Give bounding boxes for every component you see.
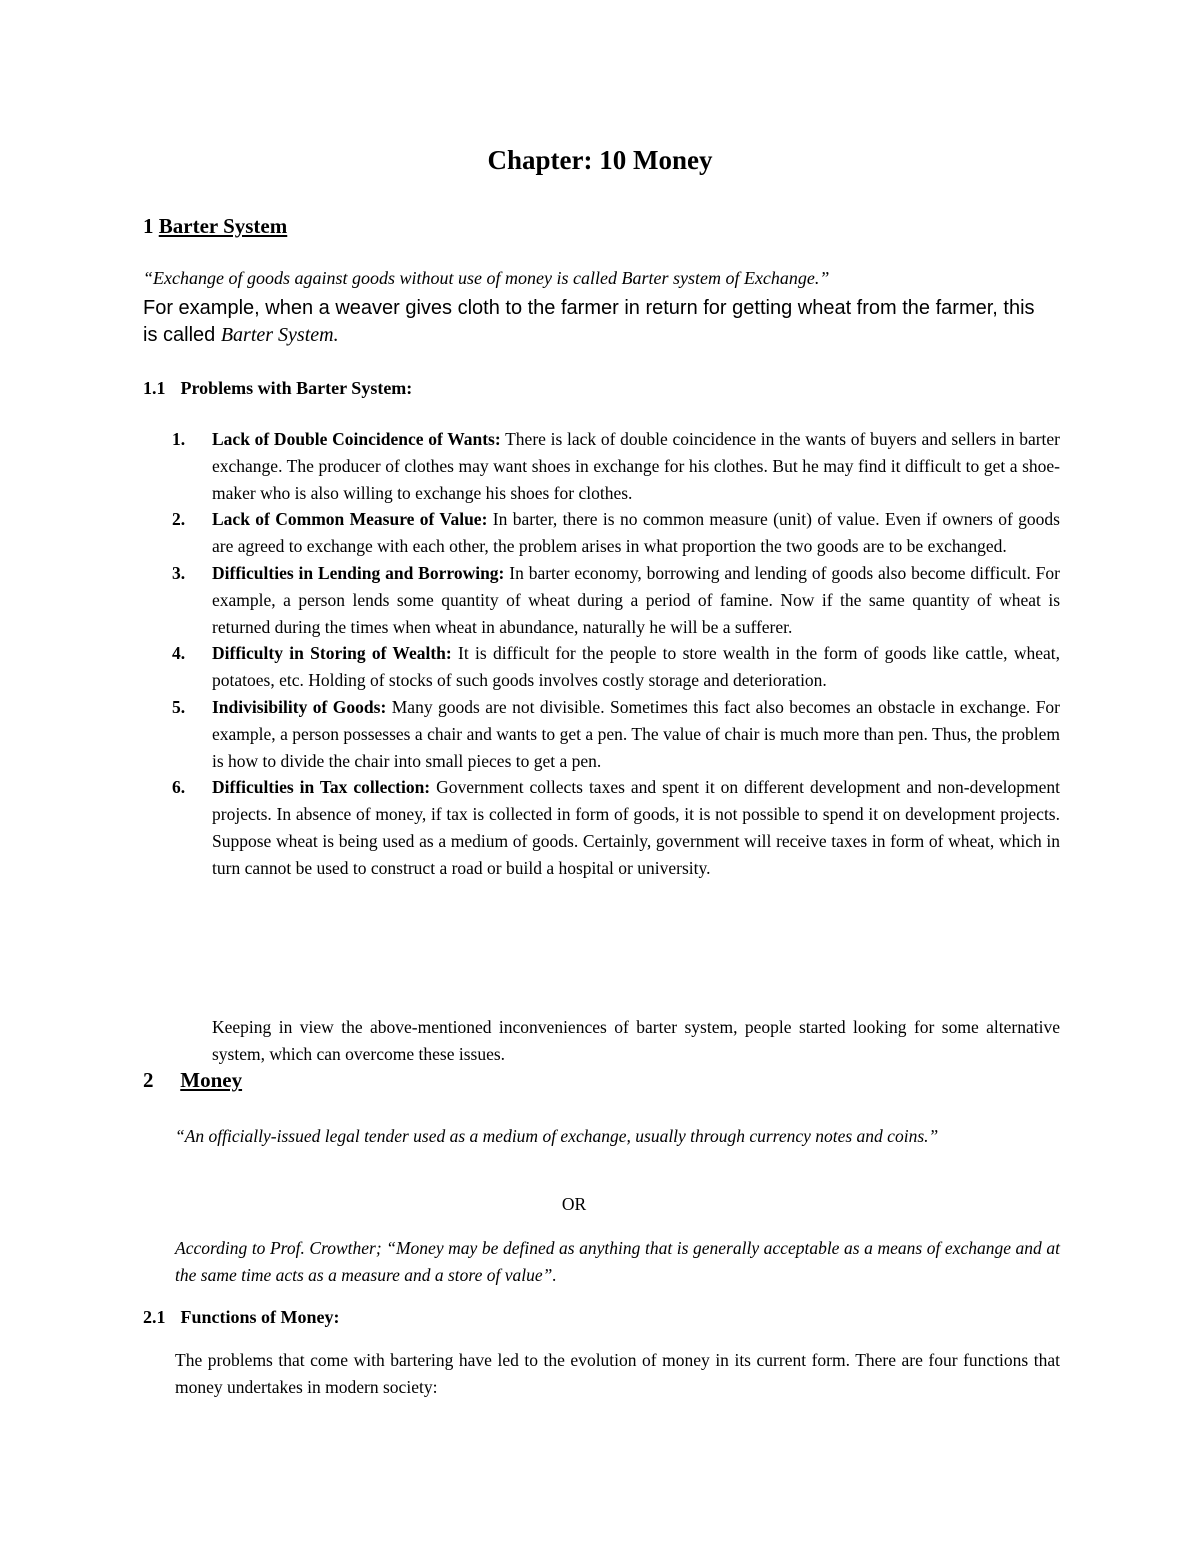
problems-closing-paragraph: Keeping in view the above-mentioned inconveniences of barter system, people started looking for some alternative system, which can overcome these issues.: [212, 1017, 1060, 1064]
barter-example-text: For example, when a weaver gives cloth to the farmer in return for getting wheat from the farmer, this is called: [143, 297, 1035, 346]
or-separator: OR: [561, 1194, 587, 1214]
functions-paragraph: The problems that come with bartering have led to the evolution of money in its current form. There are four functions that money undertakes in modern society:: [175, 1350, 1060, 1397]
section-title: Money: [180, 1068, 243, 1092]
subsection-number: 1.1: [143, 378, 166, 398]
crowther-definition: According to Prof. Crowther; “Money may be defined as anything that is generally acceptable as a means of exchange and at the same time acts as a measure and a store of value”.: [175, 1238, 1060, 1285]
section-number: 1: [143, 214, 154, 238]
subsection-heading-problems: [143, 378, 412, 399]
money-definition: “An officially-issued legal tender used as a medium of exchange, usually through currency notes and coins.”: [175, 1126, 939, 1146]
list-item: [172, 640, 1060, 694]
list-number: 2.: [172, 509, 186, 530]
list-term: Lack of Double Coincidence of Wants:: [212, 429, 501, 449]
subsection-number: 2.1: [143, 1307, 166, 1327]
list-item: [172, 774, 1060, 881]
list-text: There is lack of double coincidence in the wants of buyers and sellers in barter exchange. The producer of clothes may want shoes in exchange for his clothes. But he may find it difficult to get a shoe-maker who is also willing to exchange his shoes for clothes.: [212, 429, 1060, 503]
list-item: [172, 560, 1060, 640]
barter-example: [143, 295, 1043, 349]
section-heading-barter: [143, 214, 287, 239]
subsection-heading-functions: [143, 1307, 340, 1328]
list-text: In barter, there is no common measure (unit) of value. Even if owners of goods are agreed to exchange with each other, the problem arises in what proportion the two goods are to be exchanged.: [212, 509, 1060, 557]
list-text: It is difficult for the people to store wealth in the form of goods like cattle, wheat, potatoes, etc. Holding of stocks of such goods involves costly storage and deterioration.: [212, 643, 1061, 691]
list-item: [172, 694, 1060, 774]
section-heading-money: [143, 1068, 242, 1093]
list-text: Many goods are not divisible. Sometimes this fact also becomes an obstacle in exchange. For example, a person possesses a chair and wants to get a pen. The value of chair is much more than pen. Thus, the problem is how to divide the chair into small pieces to get a pen.: [212, 696, 1061, 771]
list-number: 5.: [172, 696, 186, 717]
list-term: Difficulties in Tax collection:: [212, 777, 431, 798]
list-number: 3.: [172, 562, 186, 583]
page-title: Chapter: 10 Money: [487, 145, 713, 175]
list-number: 6.: [172, 777, 186, 798]
barter-definition: “Exchange of goods against goods without use of money is called Barter system of Exchange.”: [143, 268, 830, 288]
list-item: [172, 506, 1060, 560]
list-number: 4.: [172, 643, 186, 664]
subsection-title: Problems with Barter System:: [180, 378, 413, 398]
subsection-title: Functions of Money:: [180, 1307, 340, 1327]
problems-list: [172, 426, 1060, 882]
list-term: Indivisibility of Goods:: [212, 696, 387, 717]
list-text: Government collects taxes and spent it on different development and non-development projects. In absence of money, if tax is collected in form of goods, it is not possible to spend it on development projects. Suppose wheat is being used as a medium of goods. Certainly, government will receive taxes in form of wheat, which in turn cannot be used to construct a road or build a hospital or university.: [212, 777, 1061, 878]
list-number: 1.: [172, 429, 186, 449]
list-term: Difficulty in Storing of Wealth:: [212, 643, 452, 664]
section-title: Barter System: [158, 214, 288, 238]
list-term: Difficulties in Lending and Borrowing:: [212, 562, 505, 583]
list-item: [172, 426, 1060, 506]
section-number: 2: [143, 1068, 154, 1092]
list-term: Lack of Common Measure of Value:: [212, 509, 488, 530]
list-text: In barter economy, borrowing and lending of goods also become difficult. For example, a person lends some quantity of wheat during a period of famine. Now if the same quantity of wheat is returned during the times when wheat in abundance, naturally he will be a sufferer.: [212, 562, 1060, 637]
barter-example-term: Barter System.: [220, 324, 339, 346]
